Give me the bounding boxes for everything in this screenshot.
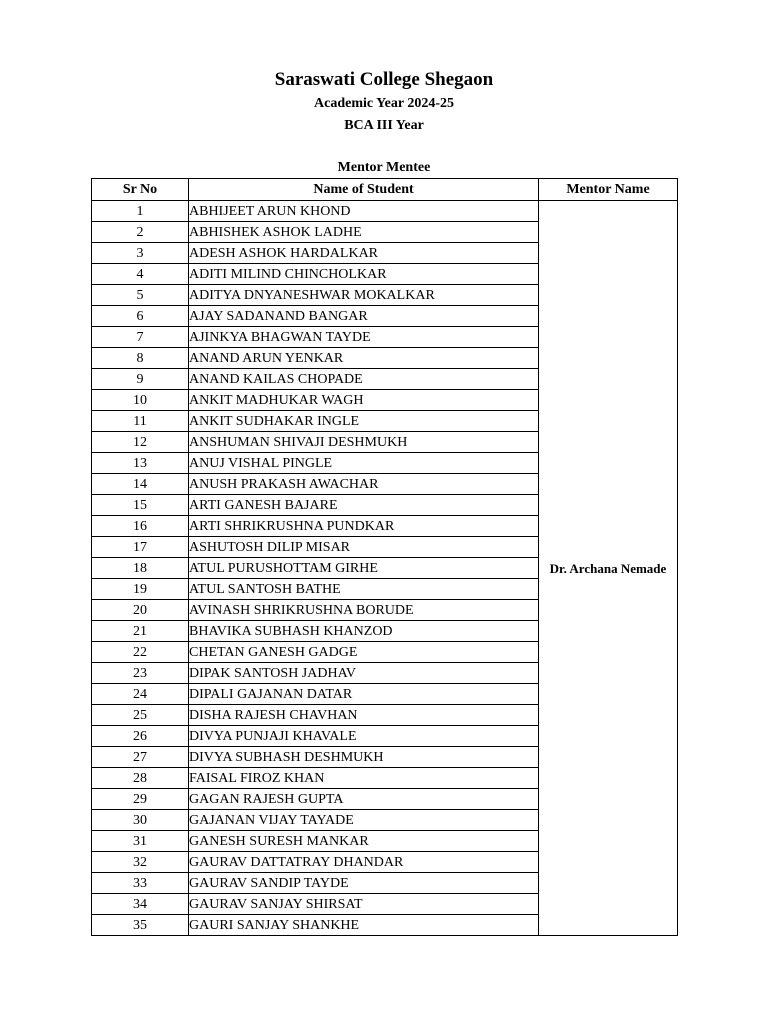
student-name-cell: DIVYA PUNJAJI KHAVALE (189, 726, 539, 747)
sr-no-cell: 23 (92, 663, 189, 684)
sr-no-cell: 3 (92, 243, 189, 264)
column-header-mentor-name: Mentor Name (539, 179, 678, 201)
student-name-cell: AJAY SADANAND BANGAR (189, 306, 539, 327)
student-name-cell: ASHUTOSH DILIP MISAR (189, 537, 539, 558)
student-name-cell: GAURI SANJAY SHANKHE (189, 915, 539, 936)
student-name-cell: GAURAV SANJAY SHIRSAT (189, 894, 539, 915)
sr-no-cell: 19 (92, 579, 189, 600)
sr-no-cell: 13 (92, 453, 189, 474)
student-name-cell: DIVYA SUBHASH DESHMUKH (189, 747, 539, 768)
student-name-cell: ANUJ VISHAL PINGLE (189, 453, 539, 474)
sr-no-cell: 35 (92, 915, 189, 936)
student-name-cell: ATUL PURUSHOTTAM GIRHE (189, 558, 539, 579)
table-body (92, 201, 678, 936)
student-name-cell: ANUSH PRAKASH AWACHAR (189, 474, 539, 495)
section-title: Mentor Mentee (337, 160, 431, 175)
sr-no-cell: 18 (92, 558, 189, 579)
mentor-mentee-table (91, 178, 678, 936)
sr-no-cell: 15 (92, 495, 189, 516)
student-name-cell: ARTI GANESH BAJARE (189, 495, 539, 516)
class-title: BCA III Year (344, 118, 424, 133)
student-name-cell: AJINKYA BHAGWAN TAYDE (189, 327, 539, 348)
student-name-cell: FAISAL FIROZ KHAN (189, 768, 539, 789)
student-name-cell: DIPAK SANTOSH JADHAV (189, 663, 539, 684)
student-name-cell: ANKIT MADHUKAR WAGH (189, 390, 539, 411)
sr-no-cell: 20 (92, 600, 189, 621)
mentor-name-cell: Dr. Archana Nemade (539, 201, 678, 936)
student-name-cell: CHETAN GANESH GADGE (189, 642, 539, 663)
student-name-cell: AVINASH SHRIKRUSHNA BORUDE (189, 600, 539, 621)
academic-year: Academic Year 2024-25 (314, 96, 454, 111)
student-name-cell: ADITYA DNYANESHWAR MOKALKAR (189, 285, 539, 306)
sr-no-cell: 21 (92, 621, 189, 642)
sr-no-cell: 14 (92, 474, 189, 495)
sr-no-cell: 30 (92, 810, 189, 831)
sr-no-cell: 1 (92, 201, 189, 222)
student-name-cell: ANSHUMAN SHIVAJI DESHMUKH (189, 432, 539, 453)
student-name-cell: GAGAN RAJESH GUPTA (189, 789, 539, 810)
sr-no-cell: 22 (92, 642, 189, 663)
column-header-student-name: Name of Student (189, 179, 539, 201)
college-title: Saraswati College Shegaon (274, 69, 494, 90)
student-name-cell: ARTI SHRIKRUSHNA PUNDKAR (189, 516, 539, 537)
sr-no-cell: 31 (92, 831, 189, 852)
student-name-cell: ANKIT SUDHAKAR INGLE (189, 411, 539, 432)
sr-no-cell: 4 (92, 264, 189, 285)
sr-no-cell: 9 (92, 369, 189, 390)
student-name-cell: DISHA RAJESH CHAVHAN (189, 705, 539, 726)
student-name-cell: BHAVIKA SUBHASH KHANZOD (189, 621, 539, 642)
sr-no-cell: 5 (92, 285, 189, 306)
table-header-row (92, 179, 678, 201)
sr-no-cell: 32 (92, 852, 189, 873)
student-name-cell: ABHIJEET ARUN KHOND (189, 201, 539, 222)
sr-no-cell: 10 (92, 390, 189, 411)
column-header-sr-no: Sr No (92, 179, 189, 201)
student-name-cell: ANAND ARUN YENKAR (189, 348, 539, 369)
sr-no-cell: 28 (92, 768, 189, 789)
sr-no-cell: 29 (92, 789, 189, 810)
student-name-cell: ANAND KAILAS CHOPADE (189, 369, 539, 390)
sr-no-cell: 34 (92, 894, 189, 915)
student-name-cell: DIPALI GAJANAN DATAR (189, 684, 539, 705)
sr-no-cell: 6 (92, 306, 189, 327)
sr-no-cell: 7 (92, 327, 189, 348)
sr-no-cell: 24 (92, 684, 189, 705)
student-name-cell: GANESH SURESH MANKAR (189, 831, 539, 852)
sr-no-cell: 26 (92, 726, 189, 747)
sr-no-cell: 25 (92, 705, 189, 726)
student-name-cell: ATUL SANTOSH BATHE (189, 579, 539, 600)
student-name-cell: GAJANAN VIJAY TAYADE (189, 810, 539, 831)
student-name-cell: GAURAV DATTATRAY DHANDAR (189, 852, 539, 873)
table-row (92, 201, 678, 222)
sr-no-cell: 12 (92, 432, 189, 453)
sr-no-cell: 8 (92, 348, 189, 369)
student-name-cell: ADITI MILIND CHINCHOLKAR (189, 264, 539, 285)
sr-no-cell: 16 (92, 516, 189, 537)
student-name-cell: ABHISHEK ASHOK LADHE (189, 222, 539, 243)
sr-no-cell: 11 (92, 411, 189, 432)
sr-no-cell: 17 (92, 537, 189, 558)
student-name-cell: GAURAV SANDIP TAYDE (189, 873, 539, 894)
sr-no-cell: 33 (92, 873, 189, 894)
sr-no-cell: 2 (92, 222, 189, 243)
student-name-cell: ADESH ASHOK HARDALKAR (189, 243, 539, 264)
sr-no-cell: 27 (92, 747, 189, 768)
